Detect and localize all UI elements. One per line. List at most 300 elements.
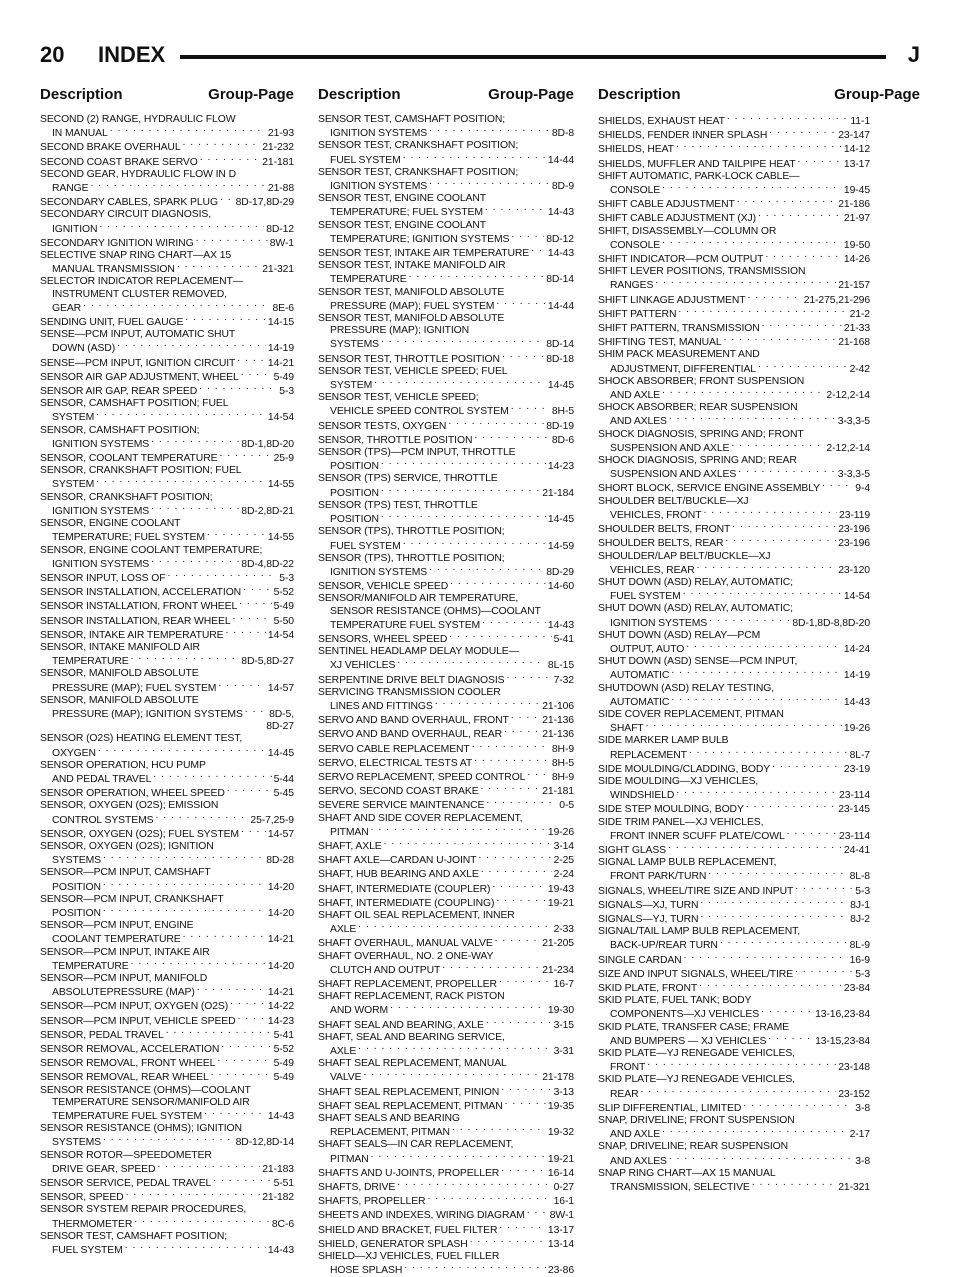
entry-text: SHAFT SEALS—IN CAR REPLACEMENT, <box>318 1139 514 1151</box>
entry-text: CONSOLE <box>610 185 661 197</box>
index-entry <box>40 518 294 544</box>
dot-leader <box>772 762 842 772</box>
entry-page-ref: 23-19 <box>843 763 870 775</box>
entry-page-ref: 21-136 <box>542 729 574 741</box>
entry-text: TEMPERATURE <box>52 656 129 668</box>
index-entry <box>40 1150 294 1176</box>
entry-text: SHOCK ABSORBER; FRONT SUSPENSION <box>598 375 805 387</box>
dot-leader <box>662 1127 848 1137</box>
index-entry <box>318 713 574 727</box>
entry-page-ref: 21-275,21-296 <box>803 294 870 306</box>
index-entry <box>318 798 574 812</box>
dot-leader <box>397 1180 551 1190</box>
index-entry <box>318 366 574 392</box>
dot-leader <box>427 1194 551 1204</box>
entry-page-ref: 5-41 <box>553 633 574 645</box>
dot-leader <box>103 906 266 916</box>
index-entry <box>40 827 294 841</box>
entry-text: HOSE SPLASH <box>330 1265 403 1277</box>
entry-page-ref: 14-15 <box>267 317 294 329</box>
dot-leader <box>381 337 544 347</box>
entry-text: SHORT BLOCK, SERVICE ENGINE ASSEMBLY <box>598 483 820 495</box>
dot-leader <box>157 1162 260 1172</box>
index-entry <box>598 536 870 550</box>
dot-leader <box>98 746 266 756</box>
entry-text: XJ VEHICLES <box>330 660 396 672</box>
dot-leader <box>200 155 260 165</box>
index-entry <box>318 473 574 499</box>
entry-page-ref: 5-44 <box>273 773 294 785</box>
entry-page-ref: 21-2 <box>849 308 870 320</box>
dot-leader <box>218 681 266 691</box>
index-entry <box>598 884 870 898</box>
entry-text: AND AXLES <box>610 416 667 428</box>
entry-text: SENSOR RESISTANCE (OHMS)—COOLANT <box>40 1084 251 1096</box>
entry-text: SHAFT OIL SEAL REPLACEMENT, INNER <box>318 909 515 921</box>
dot-leader <box>668 843 842 853</box>
entry-page-ref: 14-59 <box>547 540 574 552</box>
entry-text: FRONT PARK/TURN <box>610 871 707 883</box>
index-entry <box>318 313 574 352</box>
index-entry <box>318 813 574 839</box>
dot-leader <box>404 1263 546 1273</box>
entry-text: SHIFT INDICATOR—PCM OUTPUT <box>598 254 764 266</box>
entry-text: SENSOR, MANIFOLD ABSOLUTE <box>40 668 199 680</box>
index-entry <box>40 155 294 169</box>
heading-description: Description <box>318 86 401 103</box>
entry-page-ref: 3-3,3-5 <box>837 416 870 428</box>
entry-text: SENSOR/MANIFOLD AIR TEMPERATURE, <box>318 593 519 605</box>
entry-page-ref: 14-57 <box>267 828 294 840</box>
entry-page-ref: 8L-15 <box>547 660 574 672</box>
index-entry <box>598 142 870 156</box>
index-column-3 <box>598 114 870 1194</box>
entry-page-ref: 14-24 <box>843 643 870 655</box>
dot-leader <box>409 272 545 282</box>
index-entry <box>40 1070 294 1084</box>
entry-text: SENSOR, COOLANT TEMPERATURE <box>40 453 218 465</box>
entry-page-ref: 23-148 <box>838 1062 870 1074</box>
dot-leader <box>511 232 544 242</box>
page-title: INDEX <box>98 42 166 67</box>
index-entry <box>318 1018 574 1032</box>
dot-leader <box>700 898 848 908</box>
entry-text: SHUT DOWN (ASD) RELAY, AUTOMATIC; <box>598 603 793 615</box>
entry-text: SIZE AND INPUT SIGNALS, WHEEL/TIRE <box>598 968 794 980</box>
entry-text: PRESSURE (MAP); IGNITION SYSTEMS <box>52 708 243 720</box>
entry-text: TEMPERATURE; IGNITION SYSTEMS <box>330 233 510 245</box>
entry-text: SENSE—PCM INPUT, IGNITION CIRCUIT <box>40 357 236 369</box>
entry-text: AND AXLE <box>610 1129 661 1141</box>
dot-leader <box>496 896 546 906</box>
entry-text: SENSOR (TPS) TEST, THROTTLE <box>318 499 478 511</box>
index-entry <box>40 451 294 465</box>
entry-page-ref: 14-54 <box>267 629 294 641</box>
entry-text: SIGNAL LAMP BULB REPLACEMENT, <box>598 857 777 869</box>
entry-page-ref: 5-41 <box>273 1029 294 1041</box>
dot-leader <box>727 114 849 124</box>
entry-page-ref: 8H-9 <box>551 771 574 783</box>
dot-leader <box>748 293 802 303</box>
column-heading-1 <box>40 86 294 106</box>
entry-text: SENSOR TEST, MANIFOLD ABSOLUTE <box>318 286 505 298</box>
dot-leader <box>795 884 853 894</box>
entry-text: SENSOR TEST, VEHICLE SPEED; FUEL <box>318 365 508 377</box>
entry-text: PRESSURE (MAP); FUEL SYSTEM <box>52 682 217 694</box>
entry-text: SYSTEMS <box>52 1137 101 1149</box>
entry-page-ref: 14-23 <box>267 1015 294 1027</box>
index-entry <box>40 1056 294 1070</box>
entry-text: SENSOR, CAMSHAFT POSITION; <box>40 424 200 436</box>
entry-text: POSITION <box>52 907 101 919</box>
dot-leader <box>403 153 546 163</box>
dot-leader <box>207 530 266 540</box>
index-entry <box>40 384 294 398</box>
index-entry <box>598 1168 870 1194</box>
dot-leader <box>758 362 848 372</box>
entry-text: SNAP RING CHART—AX 15 MANUAL <box>598 1167 776 1179</box>
entry-page-ref: 14-19 <box>843 670 870 682</box>
entry-text: TEMPERATURE <box>330 274 407 286</box>
entry-page-ref: 3-8 <box>855 1102 870 1114</box>
dot-leader <box>511 404 550 414</box>
dot-leader <box>640 1087 836 1097</box>
dot-leader <box>499 977 552 987</box>
dot-leader <box>358 922 551 932</box>
entry-page-ref: 8D-1,8D-20 <box>241 438 294 450</box>
index-entry <box>40 276 294 315</box>
entry-text: SENSOR, INTAKE MANIFOLD AIR <box>40 641 200 653</box>
entry-page-ref: 21-88 <box>267 183 294 195</box>
entry-page-ref: 8J-1 <box>850 899 870 911</box>
entry-text: SENSOR TEST, VEHICLE SPEED; <box>318 392 479 404</box>
index-entry <box>40 356 294 370</box>
entry-text: AND BUMPERS — XJ VEHICLES <box>610 1035 767 1047</box>
index-column-1 <box>40 114 294 1257</box>
entry-text: SHAFT SEAL AND BEARING, AXLE <box>318 1019 484 1031</box>
entry-text: SHAFT SEAL REPLACEMENT, PITMAN <box>318 1100 503 1112</box>
entry-text: SENSOR, PEDAL TRAVEL <box>40 1029 164 1041</box>
entry-text: SHAFT OVERHAUL, MANUAL VALVE <box>318 938 493 950</box>
index-entry <box>318 1237 574 1251</box>
dot-leader <box>481 784 541 794</box>
entry-text: REAR <box>610 1088 639 1100</box>
index-entry <box>40 599 294 613</box>
index-entry <box>318 687 574 713</box>
index-entry <box>598 802 870 816</box>
entry-page-ref: 23-196 <box>838 538 870 550</box>
index-entry <box>318 287 574 313</box>
dot-leader <box>384 839 552 849</box>
entry-page-ref: 21-184 <box>542 487 574 499</box>
dot-leader <box>731 441 824 451</box>
entry-page-ref: 8D-14 <box>546 274 574 286</box>
entry-text: SERVO AND BAND OVERHAUL, REAR <box>318 729 502 741</box>
dot-leader <box>226 628 266 638</box>
entry-text: AND AXLE <box>610 390 661 402</box>
index-column-2 <box>318 114 574 1277</box>
entry-page-ref: 3-14 <box>553 840 574 852</box>
entry-text: SENSOR, OXYGEN (O2S); FUEL SYSTEM <box>40 828 239 840</box>
dot-leader <box>725 536 836 546</box>
entry-page-ref: 14-45 <box>547 380 574 392</box>
index-entry <box>598 577 870 603</box>
index-entry <box>318 553 574 579</box>
entry-page-ref: 21-232 <box>262 142 294 154</box>
index-entry <box>318 1194 574 1208</box>
dot-leader <box>501 1085 551 1095</box>
index-entry <box>318 1139 574 1165</box>
entry-text: SIGHT GLASS <box>598 844 667 856</box>
dot-leader <box>686 642 842 652</box>
entry-text: SHAFT AXLE—CARDAN U-JOINT <box>318 855 477 867</box>
entry-text: SEVERE SERVICE MAINTENANCE <box>318 800 485 812</box>
entry-text: SNAP, DRIVELINE; REAR SUSPENSION <box>598 1141 789 1153</box>
entry-page-ref: 14-20 <box>267 960 294 972</box>
entry-page-ref: 19-30 <box>547 1005 574 1017</box>
entry-page-ref: 2-24 <box>553 869 574 881</box>
index-entry <box>598 252 870 266</box>
entry-text: SHIELD, GENERATOR SPLASH <box>318 1238 468 1250</box>
entry-text: SENSOR RESISTANCE (OHMS); IGNITION <box>40 1123 242 1135</box>
dot-leader <box>151 557 239 567</box>
entry-text: CONTROL SYSTEMS <box>52 814 154 826</box>
dot-leader <box>795 967 853 977</box>
entry-page-ref: 14-20 <box>267 881 294 893</box>
entry-page-ref: 8C-6 <box>271 1218 294 1230</box>
dot-leader <box>239 599 271 609</box>
index-entry <box>598 926 870 952</box>
index-entry <box>598 953 870 967</box>
entry-text: SHAFT, AXLE <box>318 840 382 852</box>
entry-page-ref: 23-147 <box>838 130 870 142</box>
entry-text: TEMPERATURE FUEL SYSTEM <box>52 1111 203 1123</box>
entry-text: SHAFT, SEAL AND BEARING SERVICE, <box>318 1031 505 1043</box>
dot-leader <box>245 707 267 717</box>
entry-text: FUEL SYSTEM <box>330 540 401 552</box>
index-entry <box>40 733 294 759</box>
entry-page-ref: 21-205 <box>542 938 574 950</box>
entry-text: SHAFT <box>610 723 644 735</box>
entry-page-ref: 19-26 <box>843 723 870 735</box>
dot-leader <box>676 788 837 798</box>
page-number: 20 <box>40 42 65 67</box>
entry-text: SERVO, ELECTRICAL TESTS AT <box>318 757 473 769</box>
entry-text: SHAFT REPLACEMENT, PROPELLER <box>318 979 497 990</box>
entry-page-ref: 23-196 <box>838 524 870 536</box>
index-entry <box>40 973 294 999</box>
heading-group-page: Group-Page <box>834 86 920 103</box>
entry-text: TEMPERATURE; FUEL SYSTEM <box>330 207 483 219</box>
dot-leader <box>96 477 266 487</box>
entry-text: SENSOR, ENGINE COOLANT <box>40 518 181 530</box>
index-entry <box>40 642 294 668</box>
entry-text: SENSOR, SPEED <box>40 1192 124 1204</box>
entry-text: ADJUSTMENT, DIFFERENTIAL <box>610 363 756 375</box>
dot-leader <box>450 579 546 589</box>
entry-text: SERVO REPLACEMENT, SPEED CONTROL <box>318 771 526 783</box>
entry-text: SHOCK DIAGNOSIS, SPRING AND; FRONT <box>598 428 804 440</box>
dot-leader <box>233 614 272 624</box>
dot-leader <box>472 742 550 752</box>
entry-text: SENSOR, OXYGEN (O2S); EMISSION <box>40 800 219 812</box>
dot-leader <box>486 798 557 808</box>
entry-text: FUEL SYSTEM <box>330 154 401 166</box>
dot-leader <box>676 142 842 152</box>
entry-text: SENSOR—PCM INPUT, VEHICLE SPEED <box>40 1015 236 1027</box>
entry-page-ref: 13-17 <box>843 158 870 170</box>
dot-leader <box>724 335 837 345</box>
entry-page-ref: 8D-18 <box>546 353 574 365</box>
entry-page-ref: 14-21 <box>267 987 294 999</box>
dot-leader <box>185 315 266 325</box>
dot-leader <box>403 539 546 549</box>
entry-page-ref: 14-55 <box>267 479 294 491</box>
entry-page-ref: 5-3 <box>855 968 870 980</box>
dot-leader <box>501 1166 546 1176</box>
dot-leader <box>230 999 266 1009</box>
entry-text: SHOULDER/LAP BELT/BUCKLE—XJ <box>598 550 771 562</box>
entry-page-ref: 14-23 <box>547 461 574 473</box>
entry-text: SENSOR, INTAKE AIR TEMPERATURE <box>40 629 224 641</box>
index-entry <box>40 1085 294 1124</box>
entry-text: SHAFT OVERHAUL, NO. 2 ONE-WAY <box>318 950 494 962</box>
entry-text: CONSOLE <box>610 239 661 251</box>
index-entry <box>40 841 294 867</box>
index-entry <box>40 195 294 209</box>
entry-text: AXLE <box>330 1046 357 1058</box>
dot-leader <box>684 953 848 963</box>
dot-leader <box>708 869 847 879</box>
entry-text: SENSOR INSTALLATION, ACCELERATION <box>40 587 242 599</box>
entry-page-ref: 13-14 <box>547 1238 574 1250</box>
entry-text: SKID PLATE, TRANSFER CASE; FRAME <box>598 1021 789 1033</box>
index-entry <box>318 260 574 286</box>
index-entry <box>598 735 870 761</box>
index-entry <box>598 683 870 709</box>
entry-text: IGNITION <box>52 223 98 235</box>
entry-text: SHUTDOWN (ASD) RELAY TESTING, <box>598 682 775 694</box>
index-entry <box>598 981 870 995</box>
dot-leader <box>506 673 551 683</box>
entry-page-ref: 21-182 <box>262 1192 294 1204</box>
entry-text: SENSOR TEST, ENGINE COOLANT <box>318 193 487 205</box>
entry-page-ref: 14-44 <box>547 154 574 166</box>
entry-text: RANGE <box>52 183 89 195</box>
entry-text: SHIELDS, HEAT <box>598 144 674 156</box>
entry-text: VALVE <box>330 1072 362 1084</box>
entry-page-ref: 21-93 <box>267 128 294 140</box>
dot-leader <box>737 197 836 207</box>
entry-text: SENSOR OPERATION, WHEEL SPEED <box>40 788 225 800</box>
entry-page-ref: 8D-8 <box>551 128 574 140</box>
entry-page-ref: 13-16,23-84 <box>815 1009 870 1021</box>
entry-text: SENSOR (TPS)—PCM INPUT, THROTTLE <box>318 447 516 459</box>
entry-text: SYSTEMS <box>330 339 379 351</box>
entry-page-ref: 16-9 <box>849 954 870 966</box>
entry-page-ref: 19-50 <box>843 239 870 251</box>
index-entry <box>40 628 294 642</box>
entry-page-ref: 3-3,3-5 <box>837 469 870 481</box>
dot-leader <box>183 932 266 942</box>
entry-text: SHAFT, HUB BEARING AND AXLE <box>318 869 479 881</box>
index-entry <box>598 226 870 252</box>
entry-page-ref: 14-21 <box>267 357 294 369</box>
dot-leader <box>699 981 842 991</box>
entry-page-ref: 5-49 <box>273 601 294 613</box>
entry-text: SHIFT AUTOMATIC, PARK-LOCK CABLE— <box>598 170 800 182</box>
index-entry <box>598 335 870 349</box>
dot-leader <box>655 278 836 288</box>
dot-leader <box>196 236 268 246</box>
entry-page-ref: 21-181 <box>262 156 294 168</box>
dot-leader <box>720 938 848 948</box>
entry-text: VEHICLES, FRONT <box>610 509 702 521</box>
index-entry <box>598 197 870 211</box>
entry-text: PRESSURE (MAP); IGNITION <box>330 325 470 337</box>
entry-text: FUEL SYSTEM <box>610 591 681 603</box>
dot-leader <box>237 356 266 366</box>
index-entry <box>40 545 294 571</box>
entry-text: SHIM PACK MEASUREMENT AND <box>598 349 760 361</box>
entry-page-ref: 8D-28 <box>266 855 294 867</box>
entry-page-ref: 14-44 <box>547 300 574 312</box>
entry-text: SIGNAL/TAIL LAMP BULB REPLACEMENT, <box>598 926 800 938</box>
dot-leader <box>662 238 842 248</box>
entry-text: SENSOR, THROTTLE POSITION <box>318 434 473 446</box>
entry-page-ref: 23-114 <box>839 830 870 842</box>
entry-page-ref: 21-33 <box>843 323 870 335</box>
entry-text: SENSOR—PCM INPUT, CRANKSHAFT <box>40 893 224 905</box>
entry-page-ref: 2-25 <box>553 855 574 867</box>
entry-text: SHIELDS, FENDER INNER SPLASH <box>598 130 768 142</box>
entry-text: SHOCK DIAGNOSIS, SPRING AND; REAR <box>598 455 797 467</box>
index-entry <box>40 1176 294 1190</box>
entry-text: LINES AND FITTINGS <box>330 700 433 712</box>
entry-text: OUTPUT, AUTO <box>610 643 685 655</box>
dot-leader <box>700 912 848 922</box>
entry-text: SNAP, DRIVELINE; FRONT SUSPENSION <box>598 1115 795 1127</box>
index-entry <box>40 236 294 250</box>
entry-text: SENSOR, VEHICLE SPEED <box>318 581 449 593</box>
dot-leader <box>671 668 842 678</box>
entry-page-ref: 3-8 <box>855 1155 870 1167</box>
entry-page-ref: 5-49 <box>273 1072 294 1084</box>
dot-leader <box>126 1190 261 1200</box>
entry-page-ref: 8W-1 <box>549 1210 574 1222</box>
index-entry <box>40 425 294 451</box>
entry-text: SENSOR TEST, ENGINE COOLANT <box>318 219 487 231</box>
entry-text: THERMOMETER <box>52 1218 133 1230</box>
entry-page-ref: 8L-9 <box>849 940 870 952</box>
index-entry <box>40 999 294 1013</box>
entry-text: SENSOR TEST, CRANKSHAFT POSITION; <box>318 140 519 152</box>
dot-leader <box>481 867 552 877</box>
entry-text: PITMAN <box>330 1153 369 1165</box>
entry-page-ref: 19-45 <box>843 185 870 197</box>
index-entry <box>318 1113 574 1139</box>
entry-page-ref: 14-43 <box>547 619 574 631</box>
index-entry <box>318 756 574 770</box>
entry-text: RANGES <box>610 280 654 292</box>
entry-page-ref: 0-5 <box>559 800 574 812</box>
entry-page-ref: 21-157 <box>838 280 870 292</box>
dot-leader <box>709 616 790 626</box>
index-entry <box>40 1014 294 1028</box>
index-entry <box>598 171 870 197</box>
dot-leader <box>435 699 541 709</box>
index-entry <box>598 522 870 536</box>
